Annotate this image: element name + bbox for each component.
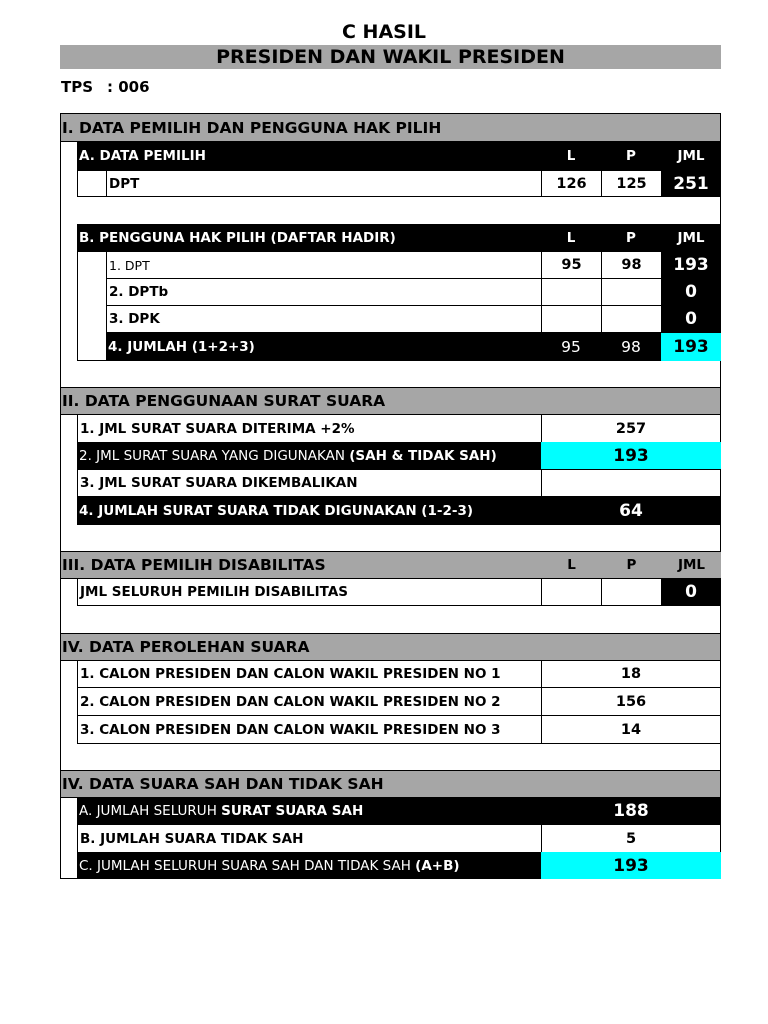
hadir-dpt-p-value: 98 [601, 251, 662, 279]
col-p-label: P [601, 551, 662, 579]
hadir-dpk-jml-value: 0 [661, 305, 721, 333]
table-row-total-suara [61, 852, 720, 879]
suara-sah-value: 188 [541, 797, 721, 825]
table-row-digunakan [61, 442, 720, 470]
col-p-label: P [601, 142, 661, 170]
tps-label: TPS [61, 78, 94, 96]
hadir-dpt-label: 1. DPT [106, 251, 542, 279]
table-row-suara-sah [61, 797, 720, 825]
dikembalikan-label: 3. JML SURAT SUARA DIKEMBALIKAN [77, 469, 542, 497]
dpt-jml-value: 251 [661, 170, 721, 197]
hadir-dpk-l-value [541, 305, 602, 333]
section-1a-title: A. DATA PEMILIH [77, 142, 541, 170]
table-row-hadir-dpk [61, 305, 720, 333]
digunakan-label [77, 442, 541, 470]
suara-sah-label [77, 797, 541, 825]
paslon-2-label: 2. CALON PRESIDEN DAN CALON WAKIL PRESIDEN NO 2 [77, 687, 542, 716]
tps-info [61, 78, 150, 96]
suara-sah-label-b: SURAT SUARA SAH [221, 803, 364, 819]
table-row-tidak-digunakan [61, 497, 720, 525]
section-5-header [61, 770, 720, 798]
tidak-digunakan-label: 4. JUMLAH SURAT SUARA TIDAK DIGUNAKAN (1-2-3) [77, 497, 541, 525]
dpt-p-value: 125 [601, 170, 662, 197]
result-form [60, 113, 721, 879]
hadir-dpk-label: 3. DPK [106, 305, 542, 333]
diterima-label: 1. JML SURAT SUARA DITERIMA +2% [77, 414, 542, 443]
table-row-diterima [61, 414, 720, 443]
document-subtitle: PRESIDEN DAN WAKIL PRESIDEN [60, 45, 721, 69]
hadir-dptb-l-value [541, 278, 602, 306]
col-jml-label: JML [661, 551, 721, 579]
disabilitas-l-value [541, 578, 602, 606]
section-3-header [61, 551, 720, 579]
col-l-label: L [541, 551, 602, 579]
table-row-hadir-total [61, 333, 720, 361]
paslon-1-label: 1. CALON PRESIDEN DAN CALON WAKIL PRESIDEN NO 1 [77, 660, 542, 688]
table-row-hadir-dpt [61, 251, 720, 279]
section-2-title: II. DATA PENGGUNAAN SURAT SUARA [61, 387, 720, 415]
indent-cell [77, 333, 107, 361]
section-4-title: IV. DATA PEROLEHAN SUARA [61, 633, 720, 661]
table-row-tidak-sah [61, 824, 720, 853]
paslon-2-value: 156 [541, 687, 721, 716]
section-1b-title: B. PENGGUNA HAK PILIH (DAFTAR HADIR) [77, 224, 541, 252]
dpt-label: DPT [106, 170, 542, 197]
indent-cell [77, 170, 107, 197]
tidak-digunakan-value: 64 [541, 497, 721, 525]
col-p-label: P [601, 224, 661, 252]
table-row-hadir-dptb [61, 278, 720, 306]
hadir-total-label: 4. JUMLAH (1+2+3) [106, 333, 541, 361]
hadir-total-jml-value: 193 [661, 333, 721, 361]
tidak-sah-value: 5 [541, 824, 721, 853]
digunakan-label-b: (SAH & TIDAK SAH) [349, 448, 497, 464]
section-1a-header [61, 142, 720, 170]
paslon-1-value: 18 [541, 660, 721, 688]
hadir-total-l-value: 95 [541, 333, 601, 361]
hadir-dptb-label: 2. DPTb [106, 278, 542, 306]
hadir-total-p-value: 98 [601, 333, 661, 361]
section-2-header [61, 387, 720, 415]
col-jml-label: JML [661, 224, 721, 252]
hadir-dpk-p-value [601, 305, 662, 333]
total-suara-label [77, 852, 541, 879]
disabilitas-p-value [601, 578, 662, 606]
document-title: C HASIL [341, 21, 427, 43]
col-l-label: L [541, 142, 601, 170]
section-3-title: III. DATA PEMILIH DISABILITAS [61, 551, 542, 579]
paslon-3-value: 14 [541, 715, 721, 744]
disabilitas-label: JML SELURUH PEMILIH DISABILITAS [77, 578, 542, 606]
paslon-3-label: 3. CALON PRESIDEN DAN CALON WAKIL PRESIDEN NO 3 [77, 715, 542, 744]
table-row-dikembalikan [61, 469, 720, 497]
dikembalikan-value [541, 469, 721, 497]
tidak-sah-label: B. JUMLAH SUARA TIDAK SAH [77, 824, 542, 853]
table-row-disabilitas [61, 578, 720, 606]
hadir-dptb-jml-value: 0 [661, 278, 721, 306]
table-row-dpt [61, 170, 720, 197]
digunakan-label-a: 2. JML SURAT SUARA YANG DIGUNAKAN [79, 448, 345, 464]
table-row-paslon-1 [61, 660, 720, 688]
hadir-dptb-p-value [601, 278, 662, 306]
total-suara-label-a: C. JUMLAH SELURUH SUARA SAH DAN TIDAK SAH [79, 857, 411, 874]
digunakan-value: 193 [541, 442, 721, 470]
table-row-paslon-3 [61, 715, 720, 744]
section-5-title: IV. DATA SUARA SAH DAN TIDAK SAH [61, 770, 720, 798]
tps-value: : 006 [107, 78, 150, 96]
hadir-dpt-jml-value: 193 [661, 251, 721, 279]
table-row-paslon-2 [61, 687, 720, 716]
section-4-header [61, 633, 720, 661]
disabilitas-jml-value: 0 [661, 578, 721, 606]
diterima-value: 257 [541, 414, 721, 443]
suara-sah-label-a: A. JUMLAH SELURUH [79, 803, 217, 819]
section-1-title: I. DATA PEMILIH DAN PENGGUNA HAK PILIH [61, 114, 720, 142]
section-1b-header [61, 224, 720, 252]
hadir-dpt-l-value: 95 [541, 251, 602, 279]
dpt-l-value: 126 [541, 170, 602, 197]
total-suara-value: 193 [541, 852, 721, 879]
section-1-header [61, 114, 720, 142]
total-suara-label-b: (A+B) [415, 857, 460, 874]
col-jml-label: JML [661, 142, 721, 170]
col-l-label: L [541, 224, 601, 252]
